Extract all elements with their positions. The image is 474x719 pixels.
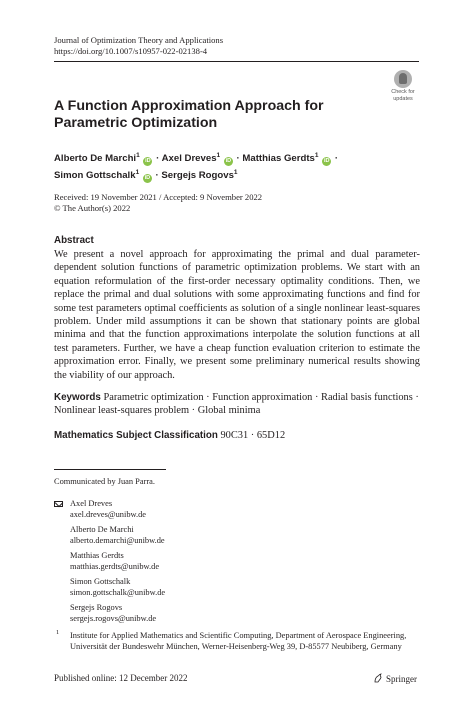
journal-name: Journal of Optimization Theory and Applications (54, 35, 224, 45)
copyright: © The Author(s) 2022 (54, 203, 131, 213)
published-online: Published online: 12 December 2022 (54, 673, 188, 683)
author-sup: 1 (135, 169, 140, 176)
doi-link[interactable]: https://doi.org/10.1007/s10957-022-02138-4 (54, 46, 208, 56)
orcid-icon[interactable]: iD (144, 175, 151, 181)
publisher-name: Springer (386, 674, 417, 684)
contact-item (70, 577, 165, 598)
contact-name: Matthias Gerdts (70, 551, 124, 560)
orcid-icon[interactable]: iD (145, 158, 151, 164)
author-separator: · (155, 170, 159, 181)
journal-header (54, 35, 223, 57)
springer-horse-icon (373, 673, 383, 683)
author-separator: · (334, 153, 339, 164)
keywords-label: Keywords (54, 392, 101, 403)
author-list (54, 149, 414, 183)
author-sup: 1 (233, 169, 238, 176)
abstract-heading: Abstract (54, 235, 94, 246)
bookmark-icon (394, 70, 412, 88)
badge-label-2: updates (393, 96, 413, 102)
msc-text: 90C31 · 65D12 (220, 430, 286, 441)
header-rule (54, 61, 419, 62)
contact-item (70, 603, 156, 624)
author-name: Axel Dreves (161, 153, 217, 164)
author-separator: · (236, 153, 240, 164)
author-sup: 1 (136, 152, 140, 159)
check-for-updates-badge[interactable] (388, 70, 418, 102)
author-name: Simon Gottschalk (54, 170, 136, 181)
contact-email[interactable]: simon.gottschalk@unibw.de (70, 587, 166, 597)
contact-email[interactable]: sergejs.rogovs@unibw.de (70, 613, 157, 623)
communicated-by: Communicated by Juan Parra. (54, 477, 155, 486)
msc-label: Mathematics Subject Classification (54, 430, 218, 441)
orcid-icon[interactable]: iD (323, 158, 330, 164)
abstract-text: We present a novel approach for approximating the primal and dual parameter-dependent solution functions of parametric optimization problems. We start with an equation reformulation of the first-order necessary optimality conditions. Then, we replace the primal and dual solutions with some approximating functions and find for some test parameters optimal coefficients as solution of a single nonlinear least-squares problem. Under mild assumptions it can be shown that stationary points are global minima and that the function approximations interpolate the solution functions at all test parameters. Further, we have a cheap function evaluation criterion to estimate the approximation error. Finally, we present some preliminary numerical results showing the viability of our approach. (54, 249, 420, 381)
author-name: Sergejs Rogovs (161, 170, 234, 181)
contact-item (70, 525, 165, 546)
author-name: Matthias Gerdts (242, 153, 315, 164)
contact-name: Simon Gottschalk (70, 577, 131, 586)
contact-email[interactable]: axel.dreves@unibw.de (70, 509, 147, 519)
received-accepted: Received: 19 November 2021 / Accepted: 9 November 2022 (54, 192, 263, 202)
badge-label-1: Check for (391, 89, 415, 95)
affiliation-number: 1 (56, 629, 60, 636)
contact-email[interactable]: matthias.gerdts@unibw.de (70, 561, 160, 571)
contact-name: Alberto De Marchi (70, 525, 134, 534)
keywords (54, 391, 420, 418)
contact-email[interactable]: alberto.demarchi@unibw.de (70, 535, 165, 545)
keywords-text: Parametric optimization · Function approximation · Radial basis functions · Nonlinear least-squares problem · Global minima (54, 392, 419, 417)
footnote-rule (54, 469, 166, 470)
paper-title: A Function Approximation Approach for Parametric Optimization (54, 98, 324, 131)
contact-name: Sergejs Rogovs (70, 603, 123, 612)
affiliation: Institute for Applied Mathematics and Scientific Computing, Department of Aerospace Engineering, Universität der Bundeswehr München, Werner-Heisenberg-Weg 39, D-85577 Neubiberg, Germany (70, 631, 407, 651)
contact-name: Axel Dreves (70, 499, 113, 508)
msc (54, 430, 285, 441)
dates-block (54, 192, 262, 214)
author-separator: · (156, 153, 160, 164)
author-sup: 1 (216, 152, 221, 159)
mail-icon (54, 501, 63, 507)
author-sup: 1 (314, 152, 319, 159)
publisher-logo (373, 673, 417, 684)
author-name: Alberto De Marchi (54, 153, 137, 164)
contact-item (70, 551, 159, 572)
author-line-1 (54, 149, 414, 166)
author-line-2 (54, 166, 414, 183)
contact-item (70, 499, 146, 520)
orcid-icon[interactable]: iD (225, 158, 232, 164)
